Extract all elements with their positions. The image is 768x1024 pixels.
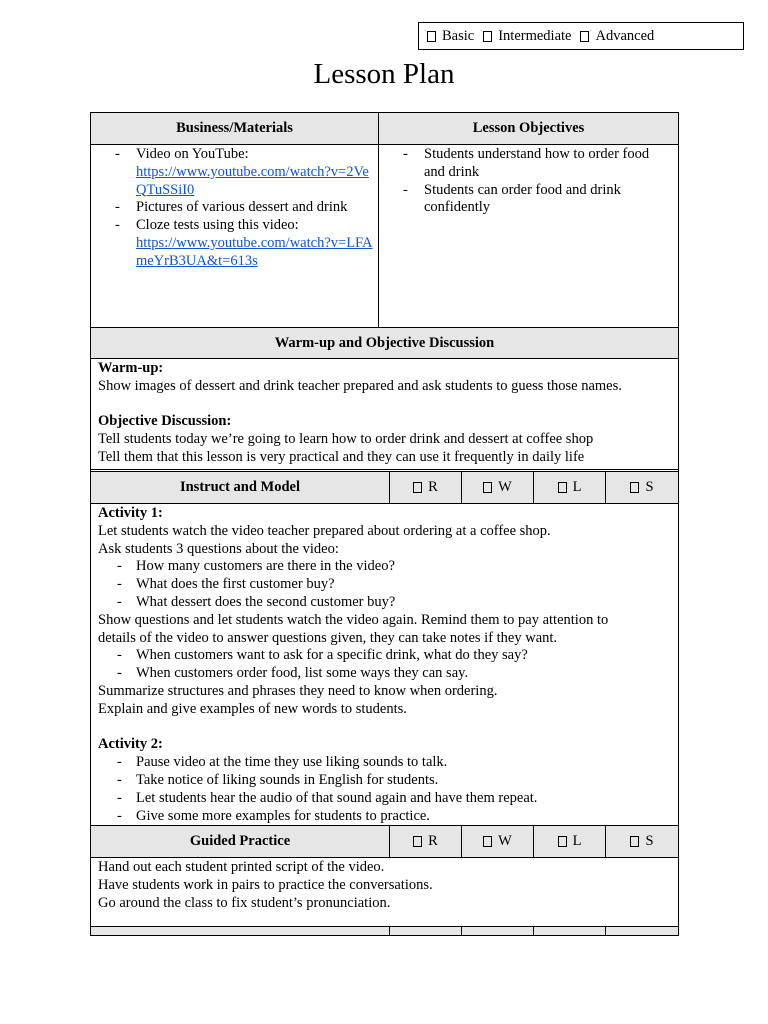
warmup-header: Warm-up and Objective Discussion xyxy=(91,328,678,358)
activity2-label: Activity 2: xyxy=(98,736,163,753)
activity-text: Ask students 3 questions about the video: xyxy=(98,540,339,557)
questions-list xyxy=(114,558,671,611)
skill-reading[interactable]: R xyxy=(390,472,462,503)
checkbox-icon[interactable] xyxy=(413,482,422,493)
warmup-cell xyxy=(91,359,678,469)
instruct-header-row xyxy=(91,472,678,504)
list-item: - How many customers are there in the video? xyxy=(114,558,671,576)
instruct-cell xyxy=(91,504,678,825)
checkbox-icon[interactable] xyxy=(558,482,567,493)
next-section-header xyxy=(91,927,390,935)
skill-speaking[interactable]: S xyxy=(606,826,678,857)
materials-header: Business/Materials xyxy=(91,113,379,144)
list-item: - Give some more examples for students to practice. xyxy=(114,808,671,826)
materials-objectives-header-row xyxy=(91,113,678,145)
skill-cell xyxy=(606,927,678,935)
list-item xyxy=(91,146,378,199)
list-item xyxy=(91,199,378,217)
checkbox-icon[interactable] xyxy=(427,31,436,42)
material-text: Pictures of various dessert and drink xyxy=(136,199,348,216)
youtube-link[interactable]: https://www.youtube.com/watch?v=2VeQTuSSiI0 xyxy=(136,163,369,198)
checkbox-icon[interactable] xyxy=(630,836,639,847)
objective-line: Tell students today we’re going to learn how to order drink and dessert at coffee shop xyxy=(98,431,594,448)
skill-writing[interactable]: W xyxy=(462,472,534,503)
level-advanced-label: Advanced xyxy=(595,27,655,44)
page-title: Lesson Plan xyxy=(313,58,455,90)
level-advanced-option[interactable] xyxy=(580,28,654,45)
list-item: - When customers want to ask for a specific drink, what do they say? xyxy=(114,647,671,665)
instruct-row xyxy=(91,504,678,826)
checkbox-icon[interactable] xyxy=(580,31,589,42)
list-item: - Let students hear the audio of that sound again and have them repeat. xyxy=(114,790,671,808)
list-item: - Pause video at the time they use liking sounds to talk. xyxy=(114,754,671,772)
objectives-list xyxy=(379,146,672,217)
guided-header-row xyxy=(91,826,678,858)
guided-text: Hand out each student printed script of the video. xyxy=(98,859,385,875)
objectives-cell xyxy=(379,145,678,327)
level-selector xyxy=(418,22,744,50)
activity-text: Show questions and let students watch the video again. Remind them to pay attention to details of the video to answer questions given, they can take notes if they want. xyxy=(98,611,609,646)
skill-writing[interactable]: W xyxy=(462,826,534,857)
skill-cell xyxy=(390,927,462,935)
list-item: - Take notice of liking sounds in English for students. xyxy=(114,772,671,790)
questions-list xyxy=(114,647,671,683)
warmup-text: Show images of dessert and drink teacher prepared and ask students to guess those names. xyxy=(98,377,622,394)
checkbox-icon[interactable] xyxy=(413,836,422,847)
instruct-header: Instruct and Model xyxy=(91,472,390,503)
activity-text: Let students watch the video teacher prepared about ordering at a coffee shop. xyxy=(98,522,551,539)
skill-listening[interactable]: L xyxy=(534,826,606,857)
objectives-header: Lesson Objectives xyxy=(379,113,678,144)
youtube-link[interactable]: https://www.youtube.com/watch?v=LFAmeYrB3UA&t=613s xyxy=(136,234,373,269)
guided-row xyxy=(91,858,678,927)
guided-text: Have students work in pairs to practice the conversations. xyxy=(98,876,433,893)
activity-text: Explain and give examples of new words to students. xyxy=(98,700,407,717)
skill-speaking[interactable]: S xyxy=(606,472,678,503)
warmup-label: Warm-up: xyxy=(98,360,164,376)
list-item: - What dessert does the second customer buy? xyxy=(114,594,671,612)
skill-reading[interactable]: R xyxy=(390,826,462,857)
checkbox-icon[interactable] xyxy=(483,31,492,42)
materials-cell xyxy=(91,145,379,327)
list-item: - Students can order food and drink confidently xyxy=(379,182,672,218)
level-basic-label: Basic xyxy=(442,27,475,44)
materials-list xyxy=(91,146,378,271)
materials-objectives-row xyxy=(91,145,678,328)
guided-text: Go around the class to fix student’s pronunciation. xyxy=(98,894,391,911)
level-intermediate-label: Intermediate xyxy=(498,27,572,44)
checkbox-icon[interactable] xyxy=(558,836,567,847)
material-text: Video on YouTube: xyxy=(136,146,249,162)
checkbox-icon[interactable] xyxy=(483,836,492,847)
skill-cell xyxy=(462,927,534,935)
objective-line: Tell them that this lesson is very practical and they can use it frequently in daily life xyxy=(98,448,585,465)
activity1-label: Activity 1: xyxy=(98,505,163,521)
list-item: - Students understand how to order food and drink xyxy=(379,146,672,182)
activity2-list xyxy=(114,754,671,825)
activity-text: Summarize structures and phrases they need to know when ordering. xyxy=(98,682,498,699)
list-item: - What does the first customer buy? xyxy=(114,576,671,594)
list-item: - When customers order food, list some ways they can say. xyxy=(114,665,671,683)
objective-discussion-label: Objective Discussion: xyxy=(98,413,232,430)
skill-cell xyxy=(534,927,606,935)
list-item xyxy=(91,217,378,270)
warmup-header-row xyxy=(91,328,678,359)
checkbox-icon[interactable] xyxy=(483,482,492,493)
warmup-row xyxy=(91,359,678,472)
level-basic-option[interactable] xyxy=(427,28,474,45)
guided-header: Guided Practice xyxy=(91,826,390,857)
material-text: Cloze tests using this video: xyxy=(136,217,299,234)
level-intermediate-option[interactable] xyxy=(483,28,571,45)
next-section-header-row xyxy=(91,927,678,935)
guided-cell xyxy=(91,858,678,926)
skill-listening[interactable]: L xyxy=(534,472,606,503)
lesson-plan-table xyxy=(90,112,679,936)
checkbox-icon[interactable] xyxy=(630,482,639,493)
